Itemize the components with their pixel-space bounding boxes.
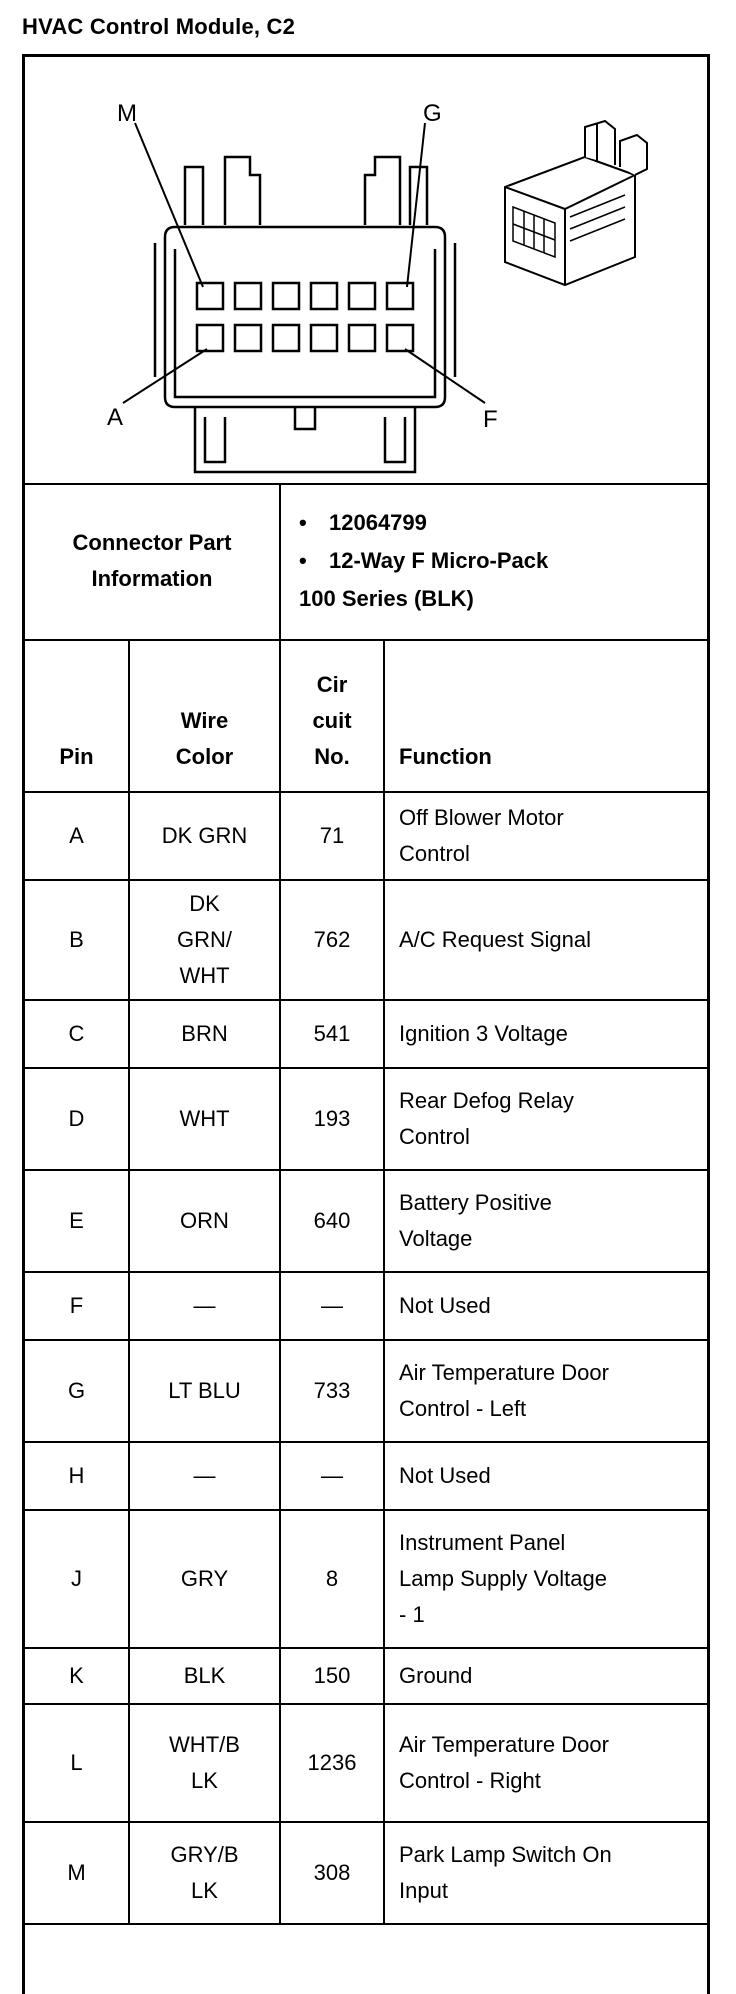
header-wire-color: Wire Color xyxy=(129,639,280,792)
table-row xyxy=(25,1704,707,1822)
cell-function xyxy=(384,1822,707,1924)
cell-function xyxy=(384,1272,707,1340)
table-row xyxy=(25,880,707,1000)
table-row xyxy=(25,792,707,880)
cell-circuit-no: 541 xyxy=(280,1000,384,1068)
wire-color-text: WHT/B LK xyxy=(169,1732,240,1793)
table-row xyxy=(25,1170,707,1272)
cell-function xyxy=(384,1340,707,1442)
function-text: Ignition 3 Voltage xyxy=(399,1021,568,1046)
connector-part-info-value xyxy=(280,483,707,640)
header-circuit-no: Cir cuit No. xyxy=(280,639,384,792)
cell-circuit-no: — xyxy=(280,1442,384,1510)
cell-function xyxy=(384,792,707,880)
cell-wire-color xyxy=(129,1068,280,1170)
connector-isometric-icon xyxy=(505,121,647,285)
function-text: Ground xyxy=(399,1663,473,1688)
connector-face-drawing xyxy=(25,57,707,483)
pinout-header-row xyxy=(25,639,707,792)
part-number: 12064799 xyxy=(329,510,427,535)
cell-pin: J xyxy=(25,1510,129,1648)
wire-color-text: DK GRN/ WHT xyxy=(177,891,232,988)
wire-color-text: LT BLU xyxy=(168,1378,241,1403)
connector-part-info-label: Connector Part Information xyxy=(25,483,280,640)
callout-a: A xyxy=(107,404,124,431)
table-row xyxy=(25,1648,707,1704)
wire-color-text: BLK xyxy=(183,1663,226,1688)
cell-function xyxy=(384,1510,707,1648)
wire-color-text: GRY/B LK xyxy=(170,1842,239,1903)
cell-pin: B xyxy=(25,880,129,1000)
cell-pin: K xyxy=(25,1648,129,1704)
cell-pin: M xyxy=(25,1822,129,1924)
cell-wire-color xyxy=(129,792,280,880)
wire-color-text: ORN xyxy=(180,1208,229,1233)
callout-g: G xyxy=(423,100,442,127)
page-title: HVAC Control Module, C2 xyxy=(22,14,296,39)
cell-pin: D xyxy=(25,1068,129,1170)
cell-wire-color xyxy=(129,1648,280,1704)
function-text: Instrument Panel Lamp Supply Voltage - 1 xyxy=(399,1530,607,1627)
table-row xyxy=(25,1340,707,1442)
cell-wire-color xyxy=(129,1510,280,1648)
wire-color-text: DK GRN xyxy=(161,823,248,848)
function-text: Air Temperature Door Control - Left xyxy=(399,1360,609,1421)
table-row xyxy=(25,1068,707,1170)
cell-function xyxy=(384,1068,707,1170)
cell-wire-color xyxy=(129,1442,280,1510)
part-number-line: • 12064799 xyxy=(299,510,427,535)
wire-color-text: — xyxy=(193,1293,216,1318)
cell-pin: A xyxy=(25,792,129,880)
cell-pin: E xyxy=(25,1170,129,1272)
cell-circuit-no: 150 xyxy=(280,1648,384,1704)
pin-cavities xyxy=(197,283,413,351)
cell-wire-color xyxy=(129,1822,280,1924)
function-text: Off Blower Motor Control xyxy=(399,805,564,866)
wire-color-text: BRN xyxy=(181,1021,228,1046)
cell-wire-color xyxy=(129,1170,280,1272)
function-text: Battery Positive Voltage xyxy=(399,1190,552,1251)
cell-wire-color xyxy=(129,1704,280,1822)
function-text: Not Used xyxy=(399,1463,491,1488)
cell-circuit-no: 8 xyxy=(280,1510,384,1648)
wire-color-text: — xyxy=(193,1463,216,1488)
table-row xyxy=(25,1442,707,1510)
function-text: Not Used xyxy=(399,1293,491,1318)
header-pin: Pin xyxy=(25,639,129,792)
connector-description-2: 100 Series (BLK) xyxy=(299,586,474,611)
cell-function xyxy=(384,1704,707,1822)
table-row xyxy=(25,1822,707,1924)
function-text: Air Temperature Door Control - Right xyxy=(399,1732,609,1793)
description-line: • 12-Way F Micro-Pack xyxy=(299,548,549,573)
cell-wire-color xyxy=(129,880,280,1000)
cell-circuit-no: 308 xyxy=(280,1822,384,1924)
header-function: Function xyxy=(384,639,707,792)
cell-function xyxy=(384,1648,707,1704)
cell-circuit-no: — xyxy=(280,1272,384,1340)
function-text: A/C Request Signal xyxy=(399,927,591,952)
cell-pin: L xyxy=(25,1704,129,1822)
cell-circuit-no: 733 xyxy=(280,1340,384,1442)
wire-color-text: GRY xyxy=(180,1566,229,1591)
cell-circuit-no: 1236 xyxy=(280,1704,384,1822)
cell-circuit-no: 640 xyxy=(280,1170,384,1272)
cell-circuit-no: 193 xyxy=(280,1068,384,1170)
connector-description-1: 12-Way F Micro-Pack xyxy=(329,548,549,573)
callout-m: M xyxy=(117,100,137,127)
function-text: Park Lamp Switch On Input xyxy=(399,1842,612,1903)
cell-wire-color xyxy=(129,1272,280,1340)
cell-function xyxy=(384,1442,707,1510)
cell-circuit-no: 762 xyxy=(280,880,384,1000)
cell-pin: C xyxy=(25,1000,129,1068)
cell-function xyxy=(384,880,707,1000)
cell-function xyxy=(384,1000,707,1068)
pinout-table xyxy=(25,639,707,1925)
callout-f: F xyxy=(483,406,498,433)
cell-function xyxy=(384,1170,707,1272)
wire-color-text: WHT xyxy=(179,1106,230,1131)
cell-wire-color xyxy=(129,1340,280,1442)
cell-wire-color xyxy=(129,1000,280,1068)
connector-diagram xyxy=(25,57,707,485)
cell-pin: F xyxy=(25,1272,129,1340)
cell-circuit-no: 71 xyxy=(280,792,384,880)
table-row xyxy=(25,1272,707,1340)
table-row xyxy=(25,1000,707,1068)
connector-sheet xyxy=(22,54,710,1994)
cell-pin: G xyxy=(25,1340,129,1442)
function-text: Rear Defog Relay Control xyxy=(399,1088,574,1149)
table-row xyxy=(25,1510,707,1648)
connector-part-info xyxy=(25,483,707,641)
pinout-rows xyxy=(25,792,707,1924)
cell-pin: H xyxy=(25,1442,129,1510)
